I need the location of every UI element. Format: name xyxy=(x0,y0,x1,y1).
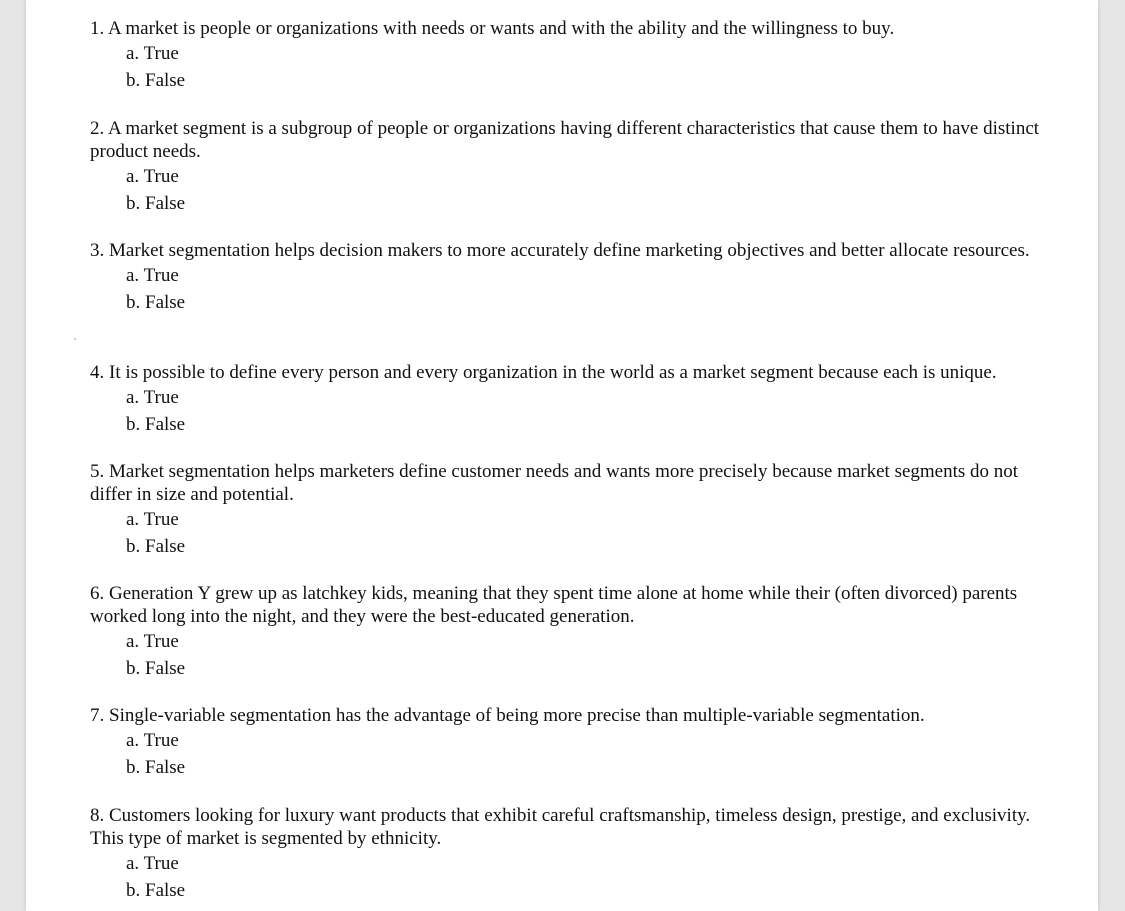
question-text: 4. It is possible to define every person and every organization in the world as a market segment because each is unique. xyxy=(90,362,997,383)
option-true[interactable]: a. True xyxy=(126,631,179,652)
question-text: 7. Single-variable segmentation has the advantage of being more precise than multiple-variable segmentation. xyxy=(90,705,925,726)
stray-mark xyxy=(74,338,76,340)
question-text: 3. Market segmentation helps decision makers to more accurately define marketing objectives and better allocate resources. xyxy=(90,240,1030,261)
question-text: 1. A market is people or organizations with needs or wants and with the ability and the willingness to buy. xyxy=(90,18,895,39)
option-true[interactable]: a. True xyxy=(126,730,179,751)
option-true[interactable]: a. True xyxy=(126,265,179,286)
question-text: 8. Customers looking for luxury want products that exhibit careful craftsmanship, timeless design, prestige, and exclusivity. This type of market is segmented by ethnicity. xyxy=(90,805,1031,849)
option-false[interactable]: b. False xyxy=(126,536,186,557)
option-true[interactable]: a. True xyxy=(126,509,179,530)
option-true[interactable]: a. True xyxy=(126,853,179,874)
document-page xyxy=(26,0,1098,911)
question-2 xyxy=(90,117,1050,215)
question-4 xyxy=(90,361,1050,436)
question-3 xyxy=(90,239,1050,314)
question-text: 2. A market segment is a subgroup of people or organizations having different characteristics that cause them to have distinct product needs. xyxy=(90,118,1040,162)
question-6 xyxy=(90,582,1050,680)
option-false[interactable]: b. False xyxy=(126,292,186,313)
question-1 xyxy=(90,17,1050,92)
option-false[interactable]: b. False xyxy=(126,880,186,901)
option-false[interactable]: b. False xyxy=(126,70,186,91)
option-false[interactable]: b. False xyxy=(126,414,186,435)
option-true[interactable]: a. True xyxy=(126,387,179,408)
question-text: 6. Generation Y grew up as latchkey kids, meaning that they spent time alone at home while their (often divorced) parents worked long into the night, and they were the best-educated generation. xyxy=(90,583,1018,627)
question-5 xyxy=(90,460,1050,558)
option-false[interactable]: b. False xyxy=(126,193,186,214)
option-true[interactable]: a. True xyxy=(126,43,179,64)
option-true[interactable]: a. True xyxy=(126,166,179,187)
question-8 xyxy=(90,804,1050,902)
option-false[interactable]: b. False xyxy=(126,658,186,679)
question-7 xyxy=(90,704,1050,779)
option-false[interactable]: b. False xyxy=(126,757,186,778)
question-text: 5. Market segmentation helps marketers define customer needs and wants more precisely because market segments do not differ in size and potential. xyxy=(90,461,1019,505)
